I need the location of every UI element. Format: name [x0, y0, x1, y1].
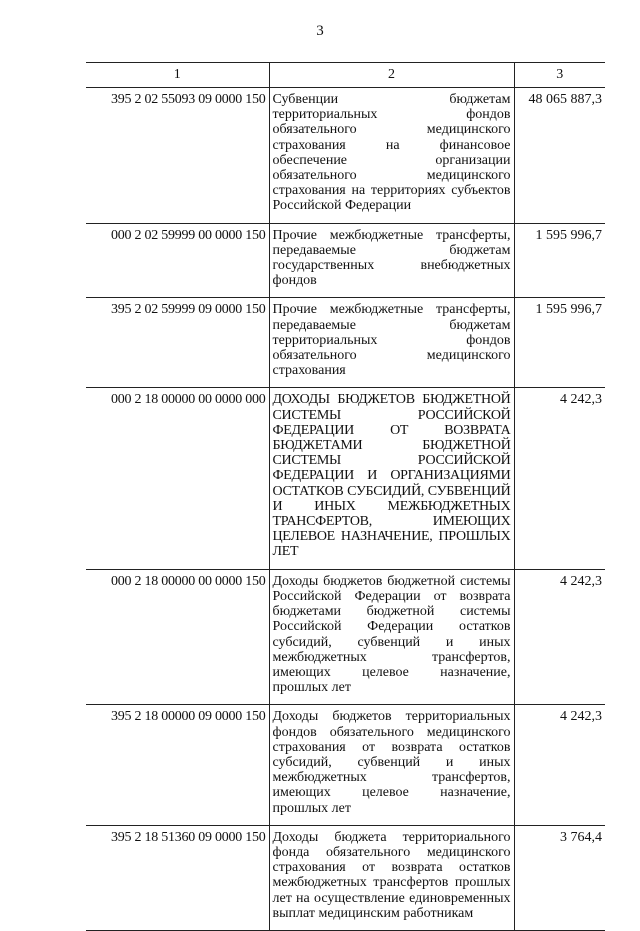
budget-code: 395 2 02 55093 09 0000 150	[86, 88, 269, 224]
amount: 1 595 996,7	[514, 223, 605, 298]
income-name: ДОХОДЫ БЮДЖЕТОВ БЮДЖЕТНОЙ СИСТЕМЫ РОССИЙСКОЙ ФЕДЕРАЦИИ ОТ ВОЗВРАТА БЮДЖЕТАМИ БЮДЖЕТНОЙ СИСТЕМЫ РОССИЙСКОЙ ФЕДЕРАЦИИ И ОРГАНИЗАЦИЯМИ ОСТАТКОВ СУБСИДИЙ, СУБВЕНЦИЙ И ИНЫХ МЕЖБЮДЖЕТНЫХ ТРАНСФЕРТОВ, ИМЕЮЩИХ ЦЕЛЕВОЕ НАЗНАЧЕНИЕ, ПРОШЛЫХ ЛЕТ	[269, 388, 514, 569]
income-name: Доходы бюджетов бюджетной системы Российской Федерации от возврата бюджетами бюджетной системы Российской Федерации остатков субсидий, субвенций и иных межбюджетных трансфертов, имеющих целевое назначение, прошлых лет	[269, 569, 514, 705]
table-row	[86, 388, 605, 569]
column-header-code: 1	[86, 63, 269, 88]
table-header-row	[86, 63, 605, 88]
budget-code: 000 2 02 59999 00 0000 150	[86, 223, 269, 298]
table-row	[86, 223, 605, 298]
income-name: Прочие межбюджетные трансферты, передаваемые бюджетам государственных внебюджетных фондов	[269, 223, 514, 298]
amount: 4 242,3	[514, 388, 605, 569]
table-row	[86, 825, 605, 930]
column-header-name: 2	[269, 63, 514, 88]
table-row	[86, 705, 605, 825]
table-row	[86, 88, 605, 224]
table-row	[86, 569, 605, 705]
amount: 4 242,3	[514, 569, 605, 705]
income-name: Субвенции бюджетам территориальных фондов обязательного медицинского страхования на финансовое обеспечение организации обязательного медицинского страхования на территориях субъектов Российской Федерации	[269, 88, 514, 224]
budget-code: 000 2 18 00000 00 0000 000	[86, 388, 269, 569]
income-name: Прочие межбюджетные трансферты, передаваемые бюджетам территориальных фондов обязательного медицинского страхования	[269, 298, 514, 388]
amount: 3 764,4	[514, 825, 605, 930]
amount: 4 242,3	[514, 705, 605, 825]
budget-code: 395 2 18 00000 09 0000 150	[86, 705, 269, 825]
budget-code: 000 2 18 00000 00 0000 150	[86, 569, 269, 705]
table-row	[86, 298, 605, 388]
amount: 1 595 996,7	[514, 298, 605, 388]
column-header-amount: 3	[514, 63, 605, 88]
amount: 48 065 887,3	[514, 88, 605, 224]
budget-table	[86, 62, 605, 931]
page-number: 3	[316, 23, 324, 39]
budget-code: 395 2 18 51360 09 0000 150	[86, 825, 269, 930]
budget-code: 395 2 02 59999 09 0000 150	[86, 298, 269, 388]
income-name: Доходы бюджета территориального фонда обязательного медицинского страхования от возврата остатков межбюджетных трансфертов прошлых лет на осуществление единовременных выплат медицинским работникам	[269, 825, 514, 930]
income-name: Доходы бюджетов территориальных фондов обязательного медицинского страхования от возврата остатков субсидий, субвенций и иных межбюджетных трансфертов, имеющих целевое назначение, прошлых лет	[269, 705, 514, 825]
